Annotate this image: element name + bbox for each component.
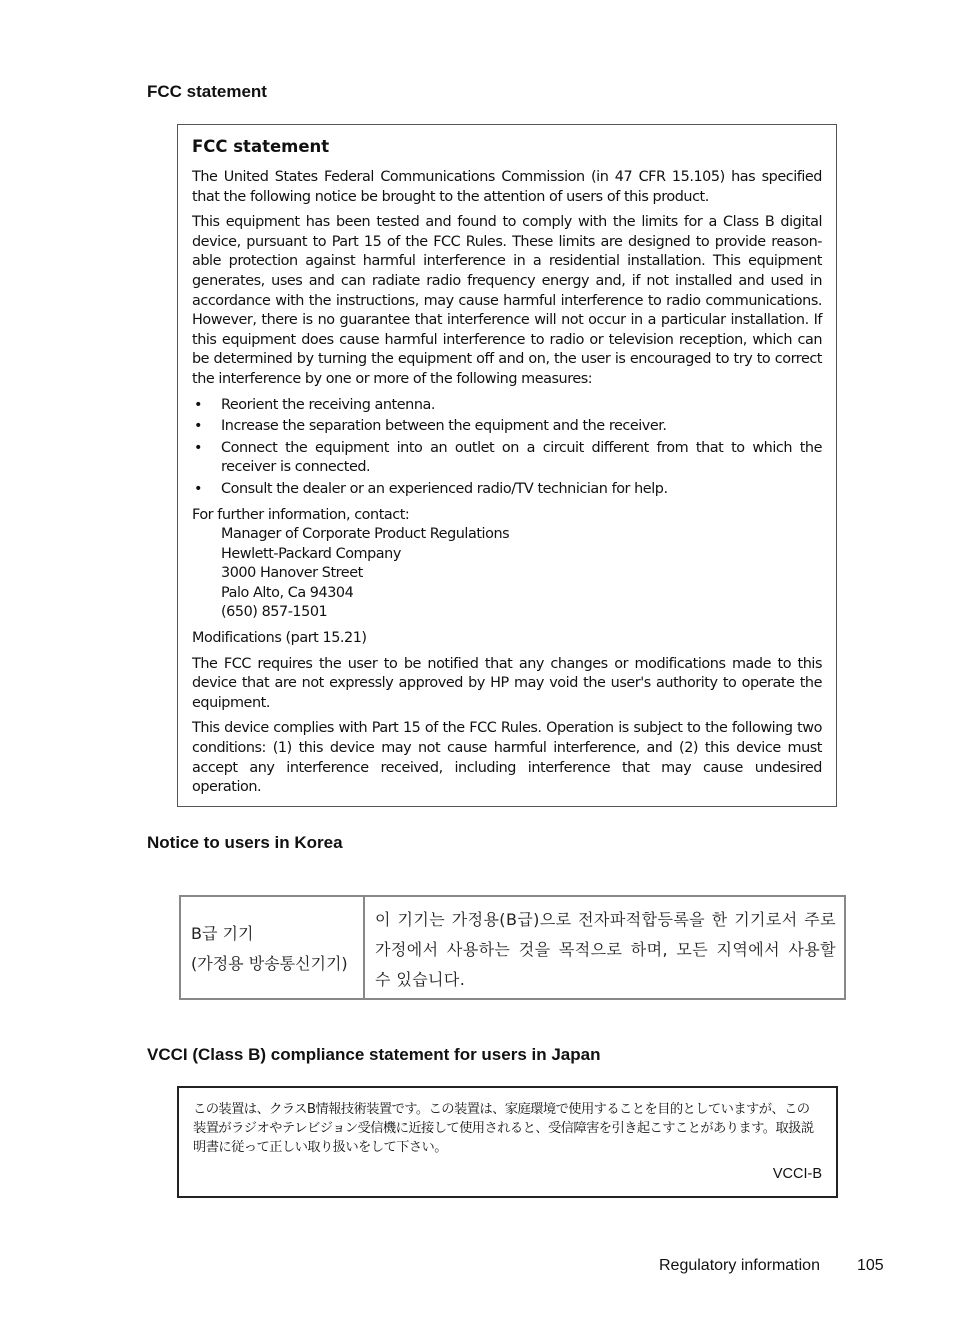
- bullet-icon: •: [194, 418, 203, 435]
- korea-class-label: B급 기기: [191, 924, 254, 943]
- vcci-statement-text: この装置は、クラスB情報技術装置です。この装置は、家庭環境で使用することを目的としていますが、この装置がラジオやテレビジョン受信機に近接して使用されると、受信障害を引き起こすことがあります。取扱説明書に従って正しい取り扱いをして下さい。: [193, 1102, 814, 1155]
- bullet-icon: •: [194, 480, 203, 497]
- korea-class-cell: [181, 897, 365, 998]
- korea-notice-table: [179, 895, 846, 1000]
- list-item: • Reorient the receiving antenna.: [192, 396, 822, 416]
- vcci-code: VCCI-B: [772, 1166, 822, 1182]
- fcc-paragraph-4: This device complies with Part 15 of the FCC Rules. Operation is subject to the following two conditions: (1) this device may not cause harmful interference, and (2) this device must accept any interference received, including interference that may cause undesired operation.: [192, 720, 822, 796]
- fcc-paragraph-1: The United States Federal Communications Commission (in 47 CFR 15.105) has specified that the following notice be brought to the attention of users of this product.: [192, 169, 822, 205]
- address-line: Manager of Corporate Product Regulations: [221, 526, 510, 543]
- bullet-icon: •: [194, 439, 203, 456]
- list-item: • Consult the dealer or an experienced radio/TV technician for help.: [192, 480, 822, 500]
- address-line: Palo Alto, Ca 94304: [221, 584, 354, 601]
- contact-address: [192, 525, 822, 623]
- fcc-statement-box: [177, 124, 837, 807]
- footer-section-label: Regulatory information: [659, 1257, 820, 1274]
- fcc-measures-list: [192, 396, 822, 500]
- korea-notice-text: 이 기기는 가정용(B급)으로 전자파적합등록을 한 기기로서 주로 가정에서 사용하는 것을 목적으로 하며, 모든 지역에서 사용할 수 있습니다.: [375, 910, 836, 989]
- korea-class-sublabel: (가정용 방송통신기기): [191, 954, 348, 973]
- list-item: • Increase the separation between the equipment and the receiver.: [192, 417, 822, 437]
- korea-section-heading: Notice to users in Korea: [147, 833, 343, 852]
- modifications-label: Modifications (part 15.21): [192, 630, 367, 647]
- fcc-section-heading: FCC statement: [147, 82, 267, 101]
- address-line: Hewlett-Packard Company: [221, 545, 401, 562]
- list-item: • Connect the equipment into an outlet on a circuit different from that to which the receiver is connected.: [194, 439, 822, 476]
- contact-intro: For further information, contact:: [192, 506, 410, 523]
- vcci-statement-box: [177, 1086, 838, 1198]
- bullet-icon: •: [194, 396, 203, 413]
- address-line: 3000 Hanover Street: [221, 565, 363, 582]
- page-number: 105: [857, 1257, 884, 1274]
- address-line: (650) 857-1501: [221, 604, 328, 621]
- fcc-paragraph-3: The FCC requires the user to be notified that any changes or modifications made to this device that are not expressly approved by HP may void the user's authority to operate the equipment.: [192, 655, 822, 711]
- japan-section-heading: VCCI (Class B) compliance statement for users in Japan: [147, 1045, 601, 1064]
- fcc-box-title: FCC statement: [192, 137, 330, 156]
- fcc-paragraph-2: This equipment has been tested and found to comply with the limits for a Class B digital device, pursuant to Part 15 of the FCC Rules. These limits are designed to provide reason-able protection against harmful interference in a residential installation. This equipment generates, uses and can radiate radio frequency energy and, if not installed and used in accordance with the instructions, may cause harmful interference to radio communications. However, there is no guarantee that interference will not occur in a particular installation. If this equipment does cause harmful interference to radio or television reception, which can be determined by turning the equipment off and on, the user is encouraged to try to correct the interference by one or more of the following measures:: [192, 214, 822, 387]
